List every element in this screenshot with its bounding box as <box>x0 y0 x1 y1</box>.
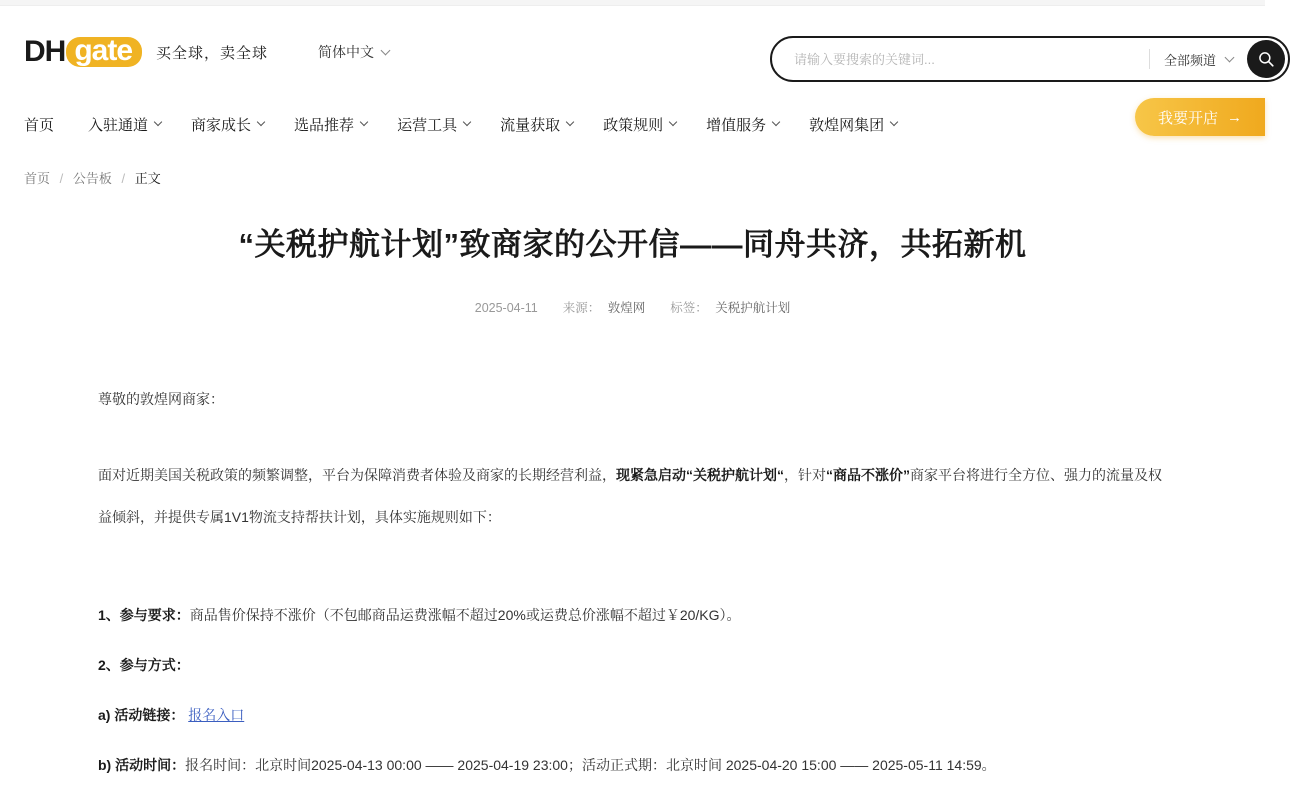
para1-part-d: “商品不涨价” <box>826 467 910 483</box>
nav-item-label: 商家成长 <box>191 116 252 134</box>
article-source-label: 来源： <box>562 301 601 315</box>
search-channel-selector[interactable] <box>1164 50 1233 69</box>
chevron-down-icon <box>381 45 391 55</box>
arrow-right-icon: → <box>1227 108 1242 126</box>
nav-item-4[interactable] <box>397 114 470 135</box>
article-source: 敦煌网 <box>607 301 646 315</box>
nav-item-3[interactable] <box>294 114 367 135</box>
chevron-down-icon <box>257 118 265 126</box>
page-title: “关税护航计划”致商家的公开信——同舟共济，共拓新机 <box>238 227 1027 262</box>
nav-item-2[interactable] <box>191 114 264 135</box>
site-header <box>0 6 1265 98</box>
breadcrumb-section[interactable]: 公告板 <box>72 171 112 186</box>
article-meta <box>24 298 1241 316</box>
para1-part-b: 现紧急启动“关税护航计划“ <box>616 467 784 483</box>
para1-part-e: 商家平台将进行全方位、强力的流量及权益倾斜，并提供专属1V1物流支持帮扶计划，具体实施规则如下： <box>98 467 1162 525</box>
para1-part-a: 面对近期美国关税政策的频繁调整，平台为保障消费者体验及商家的长期经营利益， <box>98 467 616 483</box>
nav-item-5[interactable] <box>500 114 573 135</box>
dhgate-logo[interactable] <box>24 35 142 69</box>
article-paragraph-1 <box>98 454 1167 538</box>
chevron-down-icon <box>890 118 898 126</box>
para1-part-c: ，针对 <box>784 467 826 483</box>
nav-item-label: 运营工具 <box>397 116 458 134</box>
rule2b-label: b) 活动时间： <box>98 757 186 773</box>
breadcrumb-separator: / <box>121 171 126 186</box>
rule2-label: 2、参与方式： <box>98 657 190 673</box>
language-selector[interactable] <box>318 42 389 62</box>
search-channel-label: 全部频道 <box>1163 52 1216 68</box>
page-content <box>0 150 1265 786</box>
rule1-label: 1、参与要求： <box>98 607 190 623</box>
rule2b-text: 报名时间：北京时间2025-04-13 00:00 —— 2025-04-19 23:00；活动正式期：北京时间 2025-04-20 15:00 —— 2025-05-11 14:59。 <box>185 757 996 773</box>
nav-item-label: 入驻通道 <box>88 116 149 134</box>
article-greeting: 尊敬的敦煌网商家： <box>98 391 224 407</box>
nav-item-label: 首页 <box>24 116 55 134</box>
nav-item-6[interactable] <box>603 114 676 135</box>
chevron-down-icon <box>772 118 780 126</box>
nav-item-label: 选品推荐 <box>294 116 355 134</box>
open-shop-button[interactable] <box>1135 98 1265 136</box>
chevron-down-icon <box>566 118 574 126</box>
article-body <box>24 378 1241 786</box>
article-rule-2 <box>98 644 1167 686</box>
nav-item-7[interactable] <box>706 114 779 135</box>
article-rule-1 <box>98 594 1167 636</box>
search-button[interactable] <box>1247 40 1285 78</box>
rule2a-label: a) 活动链接： <box>98 707 185 723</box>
site-slogan: 买全球，卖全球 <box>156 44 269 62</box>
nav-item-0[interactable] <box>24 114 54 135</box>
registration-link[interactable]: 报名入口 <box>188 707 245 723</box>
chevron-down-icon <box>669 118 677 126</box>
nav-item-1[interactable] <box>88 114 161 135</box>
breadcrumb-current: 正文 <box>134 171 161 186</box>
open-shop-label: 我要开店 <box>1157 109 1218 127</box>
nav-item-8[interactable] <box>809 114 897 135</box>
body-spacer <box>98 572 1167 594</box>
search-divider <box>1149 49 1150 69</box>
language-label: 简体中文 <box>318 44 375 60</box>
breadcrumb <box>24 150 1241 187</box>
logo-text-gate: gate <box>66 37 142 67</box>
search-bar <box>770 36 1290 82</box>
article-rule-2a <box>98 694 1167 736</box>
nav-item-label: 增值服务 <box>706 116 767 134</box>
article-tag: 关税护航计划 <box>715 301 791 315</box>
main-nav <box>0 98 1265 150</box>
article-date: 2025-04-11 <box>474 301 538 315</box>
breadcrumb-home[interactable]: 首页 <box>24 171 51 186</box>
chevron-down-icon <box>360 118 368 126</box>
nav-item-label: 流量获取 <box>500 116 561 134</box>
nav-item-label: 政策规则 <box>603 116 664 134</box>
logo-text-dh: DH <box>24 35 66 68</box>
chevron-down-icon <box>1225 52 1235 62</box>
nav-item-label: 敦煌网集团 <box>809 116 885 134</box>
rule1-text: 商品售价保持不涨价（不包邮商品运费涨幅不超过20%或运费总价涨幅不超过￥20/KG）。 <box>189 607 741 623</box>
article-rule-2b <box>98 744 1167 786</box>
article-tag-label: 标签： <box>670 301 708 315</box>
search-input[interactable] <box>792 51 1145 68</box>
breadcrumb-separator: / <box>59 171 64 186</box>
chevron-down-icon <box>154 118 162 126</box>
chevron-down-icon <box>463 118 471 126</box>
search-icon <box>1257 50 1275 68</box>
